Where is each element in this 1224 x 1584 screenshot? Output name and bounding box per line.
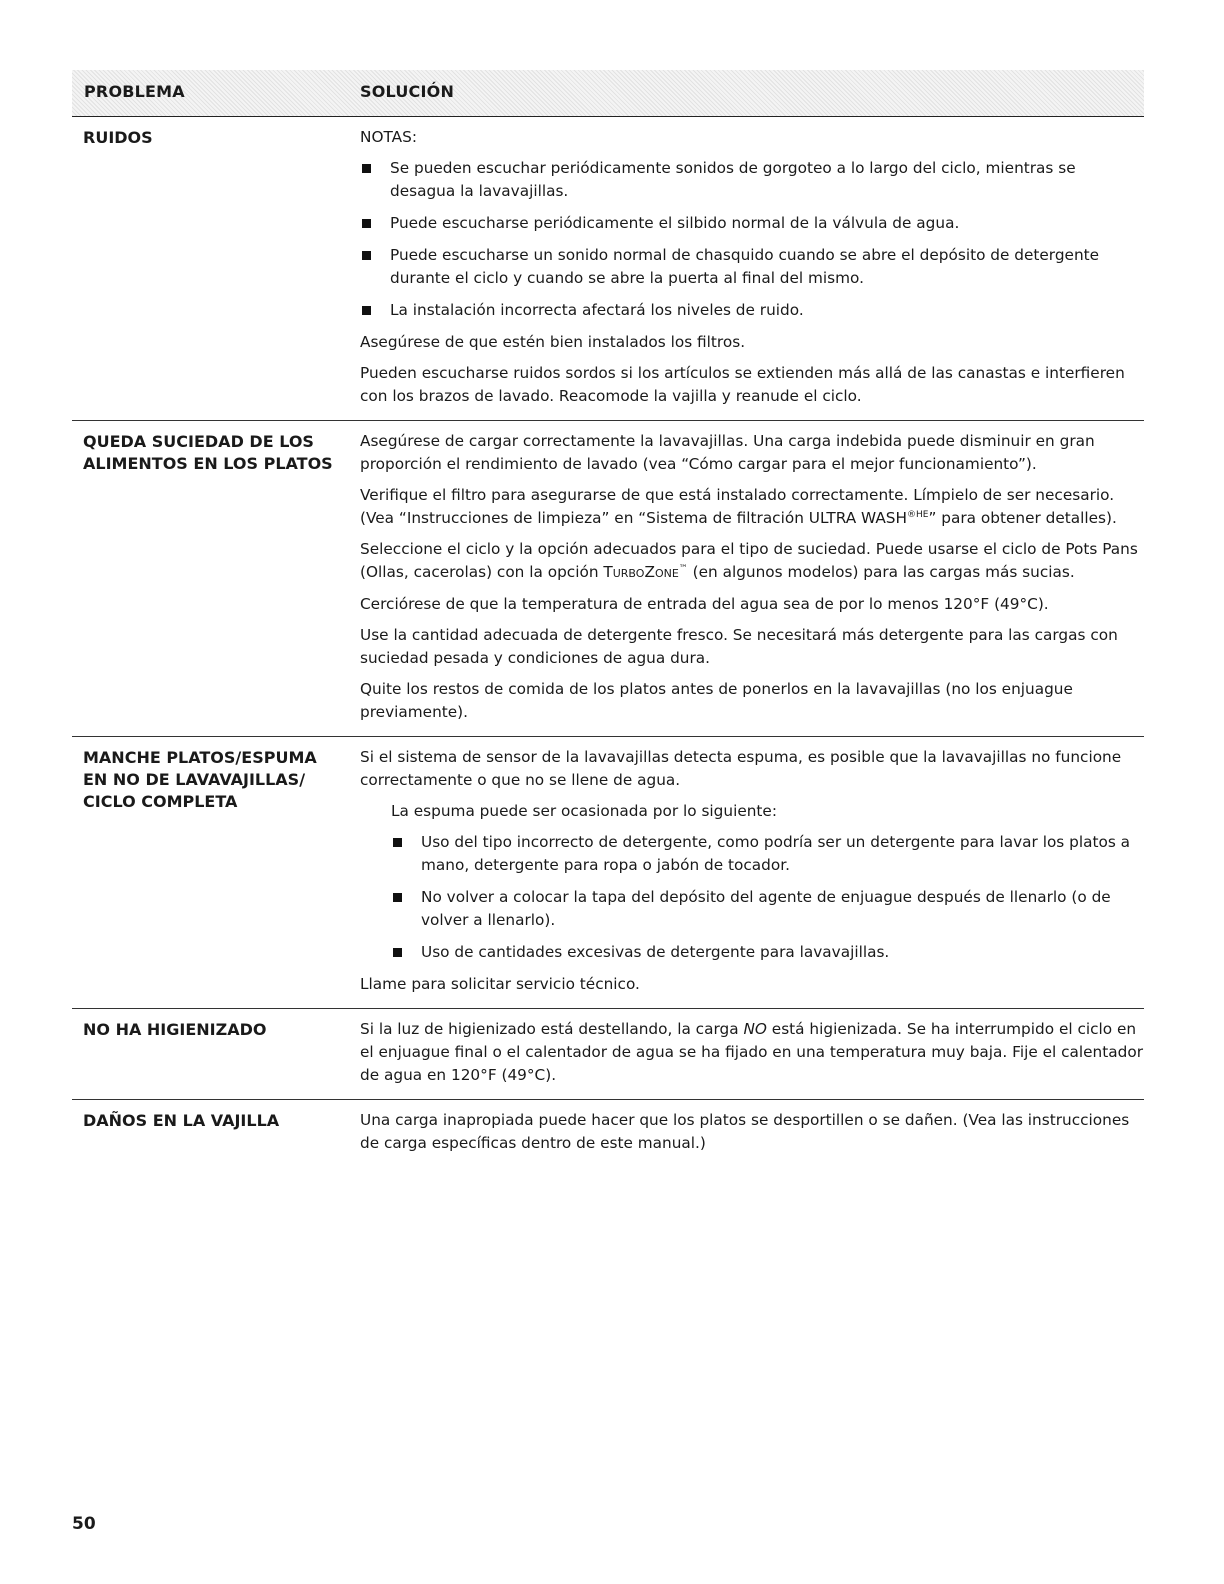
table-row xyxy=(72,1100,1144,1167)
troubleshooting-table xyxy=(72,70,1144,1167)
list-item: Uso de cantidades excesivas de detergente para lavavajillas. xyxy=(391,941,1144,964)
problem-cell xyxy=(72,430,360,724)
bullet-square-icon xyxy=(362,306,371,315)
solution-paragraph: Asegúrese de cargar correctamente la lavavajillas. Una carga indebida puede disminuir en gran proporción el rendimiento de lavado (vea “Cómo cargar para el mejor funcionamiento”). xyxy=(360,432,1095,473)
list-item: Puede escucharse un sonido normal de chasquido cuando se abre el depósito de detergente durante el ciclo y cuando se abre la puerta al final del mismo. xyxy=(360,244,1144,290)
list-item: Se pueden escuchar periódicamente sonidos de gorgoteo a lo largo del ciclo, mientras se desagua la lavavajillas. xyxy=(360,157,1144,203)
solution-lead: La espuma puede ser ocasionada por lo siguiente: xyxy=(391,802,777,820)
trademark-mark: ®HE xyxy=(907,509,929,520)
solution-paragraph: Pueden escucharse ruidos sordos si los artículos se extienden más allá de las canastas e interfieren con los brazos de lavado. Reacomode la vajilla y reanude el ciclo. xyxy=(360,364,1125,405)
problem-title-line: EN NO DE LAVAVAJILLAS/ xyxy=(83,770,306,789)
problem-title-line: QUEDA SUCIEDAD DE LOS xyxy=(83,432,314,451)
list-item: Puede escucharse periódicamente el silbido normal de la válvula de agua. xyxy=(360,212,1144,235)
table-row xyxy=(72,1009,1144,1100)
bullet-list xyxy=(391,831,1144,964)
problem-cell xyxy=(72,746,360,996)
solution-cell xyxy=(360,430,1144,724)
list-item: No volver a colocar la tapa del depósito del agente de enjuague después de llenarlo (o de volver a llenarlo). xyxy=(391,886,1144,932)
problem-title: NO HA HIGIENIZADO xyxy=(83,1020,267,1039)
problem-title-line: ALIMENTOS EN LOS PLATOS xyxy=(83,454,333,473)
list-item: La instalación incorrecta afectará los niveles de ruido. xyxy=(360,299,1144,322)
solution-paragraph: Llame para solicitar servicio técnico. xyxy=(360,975,640,993)
solution-cell xyxy=(360,1109,1144,1155)
notes-label: NOTAS: xyxy=(360,128,417,146)
solution-paragraph: Una carga inapropiada puede hacer que los platos se desportillen o se dañen. (Vea las instrucciones de carga específicas dentro de este manual.) xyxy=(360,1111,1130,1152)
trademark-mark: ™ xyxy=(678,563,688,574)
problem-title-line: MANCHE PLATOS/ESPUMA xyxy=(83,748,317,767)
solution-cell xyxy=(360,746,1144,996)
solution-paragraph: Seleccione el ciclo y la opción adecuados para el tipo de suciedad. Puede usarse el ciclo de Pots Pans (Ollas, cacerolas) con la opción TURBOZONE™ (en algunos modelos) para las cargas más sucias. xyxy=(360,540,1138,581)
bullet-square-icon xyxy=(362,251,371,260)
table-row xyxy=(72,117,1144,421)
solution-paragraph: Cerciórese de que la temperatura de entrada del agua sea de por lo menos 120°F (49°C). xyxy=(360,595,1049,613)
table-row xyxy=(72,737,1144,1009)
solution-cell xyxy=(360,126,1144,408)
bullet-square-icon xyxy=(362,219,371,228)
problem-cell xyxy=(72,1018,360,1087)
solution-paragraph: Si el sistema de sensor de la lavavajillas detecta espuma, es posible que la lavavajillas no funcione correctamente o que no se llene de agua. xyxy=(360,748,1122,789)
list-item: Uso del tipo incorrecto de detergente, como podría ser un detergente para lavar los platos a mano, detergente para ropa o jabón de tocador. xyxy=(391,831,1144,877)
header-solution: SOLUCIÓN xyxy=(360,82,455,101)
bullet-square-icon xyxy=(393,838,402,847)
bullet-square-icon xyxy=(393,893,402,902)
problem-title: RUIDOS xyxy=(83,128,153,147)
solution-paragraph: Si la luz de higienizado está destellando, la carga NO está higienizada. Se ha interrumpido el ciclo en el enjuague final o el calentador de agua se ha fijado en una temperatura muy baja. Fije el calentador de agua en 120°F (49°C). xyxy=(360,1020,1143,1084)
solution-paragraph: Verifique el filtro para asegurarse de que está instalado correctamente. Límpielo de ser necesario. (Vea “Instrucciones de limpieza” en “Sistema de filtración ULTRA $WASH^{®HE}$” para obtener detalles). xyxy=(360,486,1117,527)
table-row xyxy=(72,421,1144,737)
solution-cell xyxy=(360,1018,1144,1087)
problem-title-line: CICLO COMPLETA xyxy=(83,792,238,811)
bullet-square-icon xyxy=(393,948,402,957)
problem-cell xyxy=(72,126,360,408)
solution-paragraph: Asegúrese de que estén bien instalados los filtros. xyxy=(360,333,746,351)
problem-title: DAÑOS EN LA VAJILLA xyxy=(83,1111,280,1130)
bullet-square-icon xyxy=(362,164,371,173)
bullet-list xyxy=(360,157,1144,322)
table-header xyxy=(72,70,1144,117)
solution-paragraph: Use la cantidad adecuada de detergente fresco. Se necesitará más detergente para las cargas con suciedad pesada y condiciones de agua dura. xyxy=(360,626,1118,667)
page-number: 50 xyxy=(72,1514,96,1534)
problem-cell xyxy=(72,1109,360,1155)
solution-paragraph: Quite los restos de comida de los platos antes de ponerlos en la lavavajillas (no los enjuague previamente). xyxy=(360,680,1073,721)
header-problem: PROBLEMA xyxy=(84,82,185,101)
indented-block xyxy=(360,800,1144,964)
